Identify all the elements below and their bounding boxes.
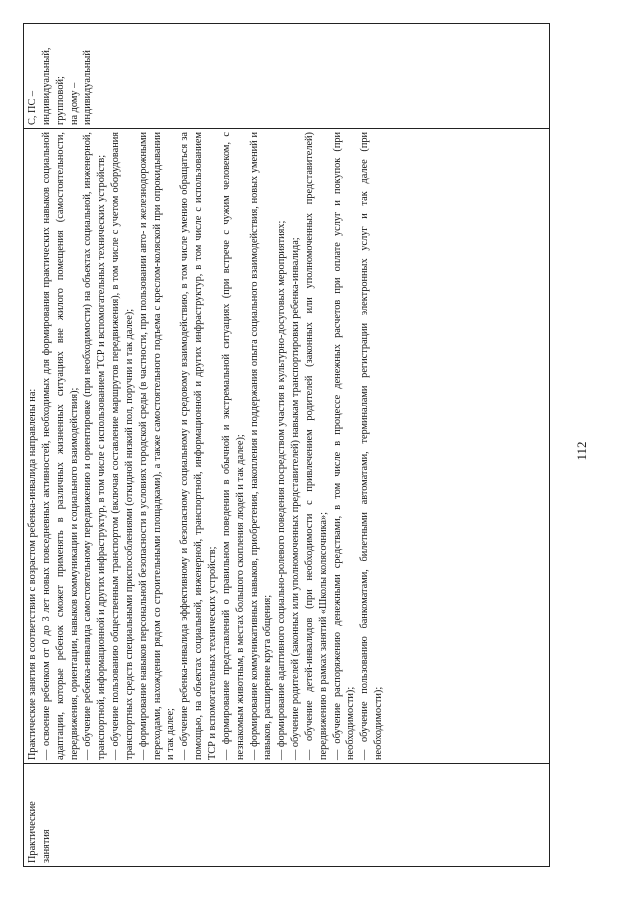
row-label-cell: [24, 764, 550, 867]
page-number: 112: [574, 441, 589, 461]
form-line: на дому –: [68, 82, 80, 125]
service-table: [23, 23, 550, 867]
form-line: индивидуальный, групповой;: [40, 47, 66, 125]
list-item: — обучение распоряжению денежными средствами, в том числе в процессе денежных расчетов при оплате услуг и покупок (при необходимости);: [331, 132, 357, 760]
form-cell: [24, 24, 550, 129]
list-item: — обучение родителей (законных или уполномоченных представителей) навыкам транспортировки ребенка-инвалида;: [290, 237, 302, 760]
content-intro: Практические занятия в соответствии с возрастом ребенка-инвалида направлены на:: [27, 388, 38, 760]
list-item: — формирование адаптивного социально-ролевого поведения посредством участия в культурно-досуговых мероприятиях;: [276, 220, 288, 760]
table-row: [24, 24, 550, 867]
form-line: индивидуальный: [82, 50, 94, 125]
content-cell: [24, 129, 550, 764]
list-item: — освоение ребенком от 0 до 3 лет новых повседневных активностей, необходимых для формирования практических навыков социальной адаптации, которые ребенок сможет применять в различных жизненных ситуациях вне жилого помещения (самостоятельности, передвижения, ориентации, навыков коммуникации и социального взаимодействия);: [40, 132, 80, 760]
list-item: — обучение детей-инвалидов (при необходимости с привлечением родителей (законных или уполномоченных представителей) передвижению в рамках занятий «Школы колясочника»;: [303, 132, 329, 760]
list-item: — формирование представлений о правильном поведении в обычной и экстремальной ситуациях (при встрече с чужим человеком, с незнакомым животным, в местах большого скопления людей и так далее);: [220, 132, 246, 760]
list-item: — обучение пользованию банкоматами, билетными автоматами, терминалами регистрации электронных услуг и так далее (при необходимости);: [359, 132, 385, 760]
form-line: С, ПС –: [27, 90, 38, 125]
list-item: — формирование навыков персональной безопасности в условиях городской среды (в частности, при пользовании авто- и железнодорожными переходами, нахождении рядом со строительными площадками), а также самостоятельного подъема с креслом-коляской при опрокидывании и так далее;: [137, 132, 177, 760]
list-item: — формирование коммуникативных навыков, приобретения, накопления и поддержания опыта социального взаимодействия, новых умений и навыков, расширение круга общения;: [248, 132, 274, 760]
list-item: — обучение ребенка-инвалида самостоятельному передвижению и ориентировке (при необходимости) на объектах социальной, инженерной, транспортной, информационной и других инфраструктур, в том числе с использованием ТСР и вспомогательных технических устройств;: [82, 132, 108, 760]
row-label: Практические занятия: [27, 801, 52, 863]
list-item: — обучение ребенка-инвалида эффективному и безопасному социальному и средовому взаимодействию, в том числе умению обращаться за помощью, на объектах социальной, инженерной, транспортной, информационной и других инфраструктур, в том числе с использованием ТСР и вспомогательных технических устройств;: [179, 132, 218, 760]
list-item: — обучение пользованию общественным транспортом (включая составление маршрутов передвижения), в том числе с учетом оборудования транспортных средств специальными приспособлениями (откидной низкий пол, поручни и так далее);: [110, 132, 135, 760]
